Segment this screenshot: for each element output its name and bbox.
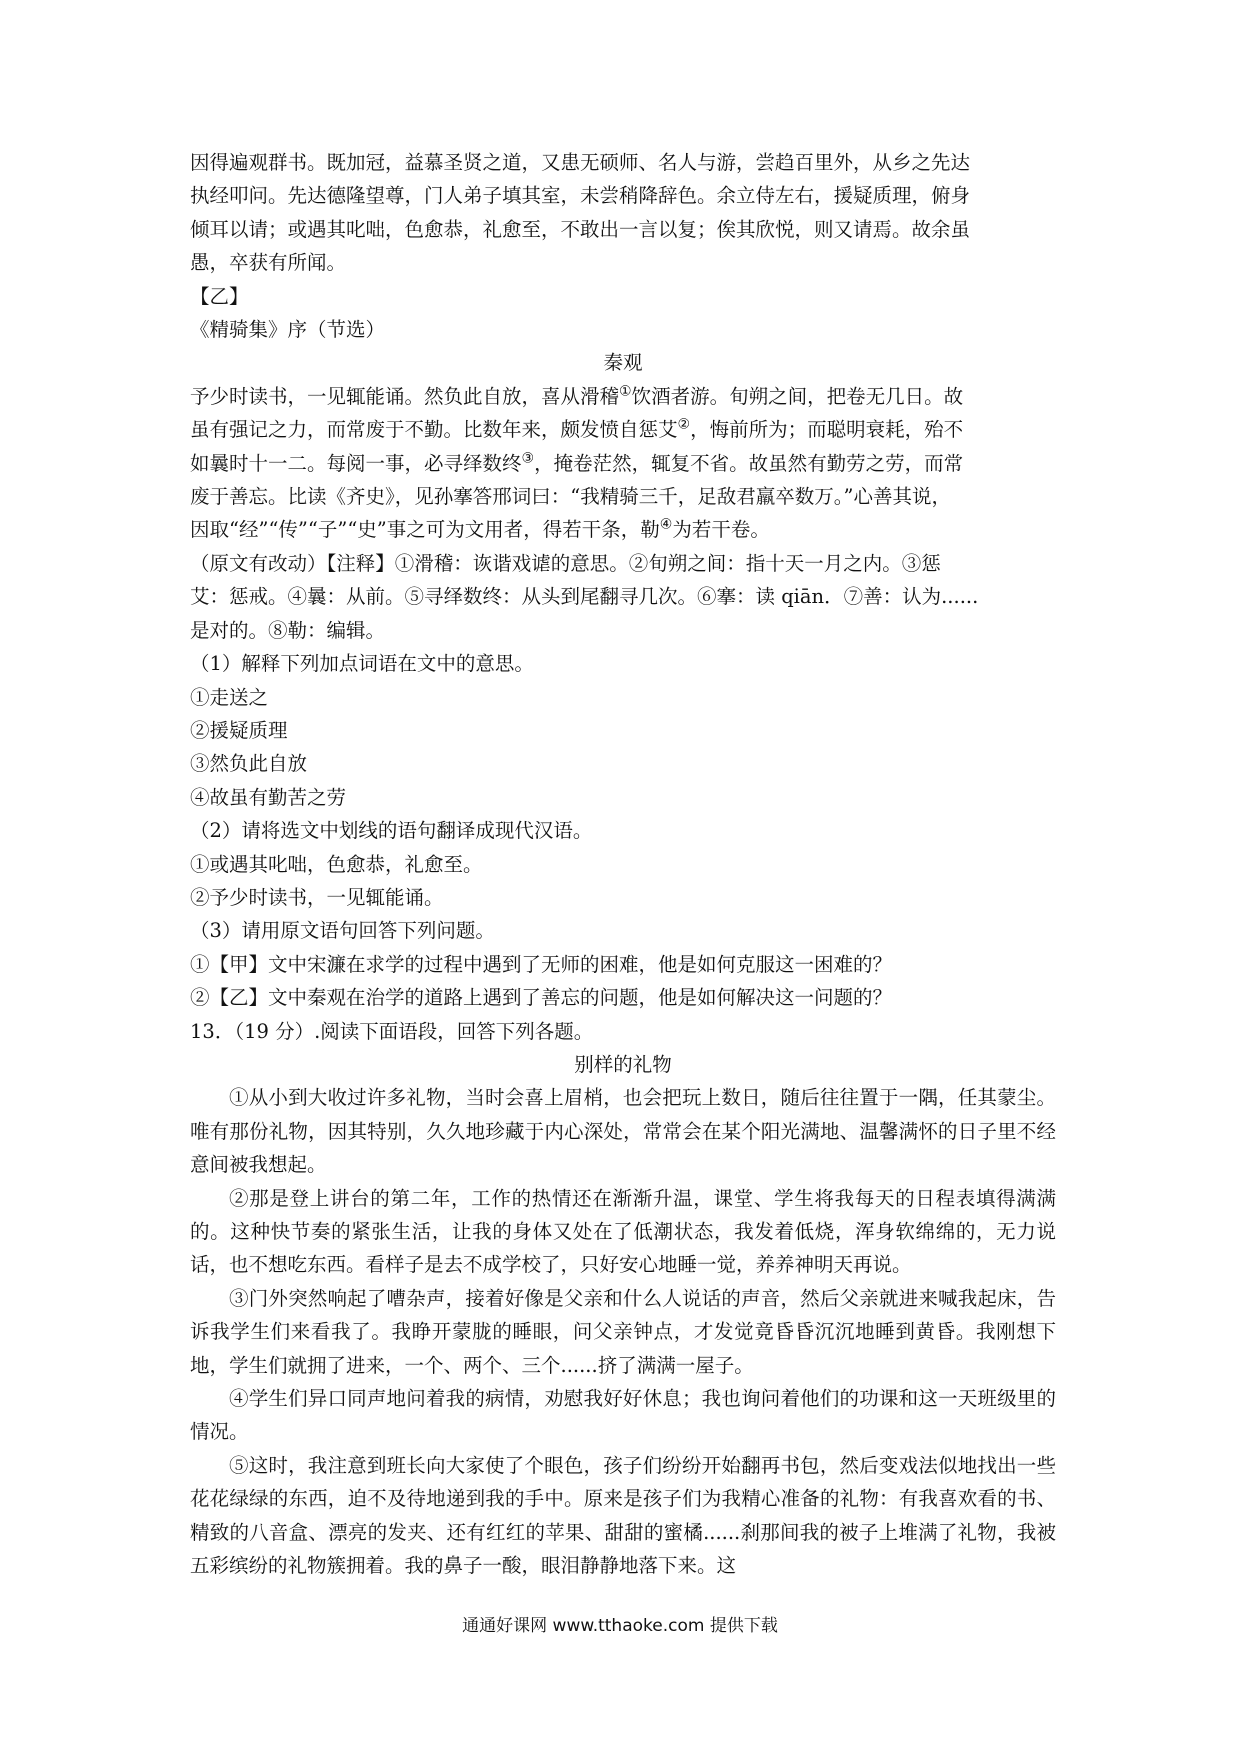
- note-line: 是对的。⑧勒：编辑。: [190, 618, 386, 642]
- text-line: 虽有强记之力，而常废于不勤。比数年来，颇发愤自惩艾②，悔前所为；而聪明衰耗，殆不: [190, 416, 964, 442]
- footnote-marker: ①: [619, 383, 632, 400]
- question-line: ①或遇其叱咄，色愈恭，礼愈至。: [190, 852, 483, 876]
- essay-paragraph: ④学生们异口同声地问着我的病情，劝慰我好好休息；我也询问着他们的功课和这一天班级里的情况。: [190, 1387, 1056, 1444]
- text-line: 倾耳以请；或遇其叱咄，色愈恭，礼愈至，不敢出一言以复；俟其欣悦，则又请焉。故余虽: [190, 217, 971, 241]
- text-line: 因取“经”“传”“子”“史”事之可为文用者，得若干条，勒④为若干卷。: [190, 516, 770, 542]
- text-line: 予少时读书，一见辄能诵。然负此自放，喜从滑稽①饮酒者游。旬朔之间，把卷无几日。故: [190, 383, 964, 408]
- question-line: ②援疑质理: [190, 718, 288, 742]
- question-line: ③然负此自放: [190, 752, 308, 776]
- essay-paragraph: ③门外突然响起了嘈杂声，接着好像是父亲和什么人说话的声音，然后父亲就进来喊我起床，告诉我学生们来看我了。我睁开蒙胧的睡眼，问父亲钟点，才发觉竟昏昏沉沉地睡到黄昏。我刚想下地，学生们就拥了进来，一个、两个、三个......挤了满满一屋子。: [190, 1286, 1056, 1377]
- question-line: ①【甲】文中宋濂在求学的过程中遇到了无师的困难，他是如何克服这一困难的？: [190, 952, 893, 976]
- section-label-yi: 【乙】: [190, 284, 249, 308]
- footnote-marker: ②: [677, 416, 691, 433]
- question-line: ②【乙】文中秦观在治学的道路上遇到了善忘的问题，他是如何解决这一问题的？: [190, 986, 893, 1010]
- question-line: 13．（19 分）.阅读下面语段，回答下列各题。: [190, 1019, 594, 1043]
- essay-body: [190, 1081, 1056, 1582]
- document-content: [190, 146, 1056, 1582]
- annotations: [190, 547, 1056, 647]
- passage-jia-tail: [190, 146, 1056, 280]
- passage-title: 《精骑集》序（节选）: [190, 318, 386, 342]
- question-line: ①走送之: [190, 685, 269, 709]
- question-line: （3）请用原文语句回答下列问题。: [190, 919, 495, 943]
- text-line: 废于善忘。比读《齐史》，见孙搴答邢词曰：“我精骑三千，足敌君羸卒数万。”心善其说，: [190, 485, 951, 509]
- footnote-marker: ④: [659, 516, 673, 533]
- passage-author: 秦观: [603, 351, 643, 375]
- page-footer: 通通好课网 www.tthaoke.com 提供下载: [462, 1616, 778, 1636]
- note-line: 艾：惩戒。④曩：从前。⑤寻绎数终：从头到尾翻寻几次。⑥搴：读 qiān．⑦善：认为......: [190, 585, 979, 609]
- question-line: （1）解释下列加点词语在文中的意思。: [190, 652, 534, 676]
- essay-paragraph: ②那是登上讲台的第二年，工作的热情还在渐渐升温，课堂、学生将我每天的日程表填得满满的。这种快节奏的紧张生活，让我的身体又处在了低潮状态，我发着低烧，浑身软绵绵的，无力说话，也不想吃东西。看样子是去不成学校了，只好安心地睡一觉，养养神明天再说。: [190, 1186, 1056, 1277]
- question-line: （2）请将选文中划线的语句翻译成现代汉语。: [190, 819, 593, 843]
- essay-title: 别样的礼物: [574, 1052, 672, 1076]
- text-line: 因得遍观群书。既加冠，益慕圣贤之道，又患无硕师、名人与游，尝趋百里外，从乡之先达: [190, 151, 971, 174]
- note-line: （原文有改动）【注释】①滑稽：诙谐戏谑的意思。②旬朔之间：指十天一月之内。③惩: [190, 551, 941, 575]
- question-list: [190, 647, 1056, 1048]
- text-line: 愚，卒获有所闻。: [190, 251, 347, 275]
- question-line: ④故虽有勤苦之劳: [190, 785, 347, 809]
- text-line: 如曩时十一二。每阅一事，必寻绎数终③，掩卷茫然，辄复不省。故虽然有勤劳之劳，而常: [190, 450, 964, 475]
- text-line: 执经叩问。先达德隆望尊，门人弟子填其室，未尝稍降辞色。余立侍左右，援疑质理，俯身: [190, 184, 971, 208]
- question-line: ②予少时读书，一见辄能诵。: [190, 885, 444, 909]
- footnote-marker: ③: [521, 450, 535, 467]
- essay-paragraph: ①从小到大收过许多礼物，当时会喜上眉梢，也会把玩上数日，随后往往置于一隅，任其蒙尘。唯有那份礼物，因其特别，久久地珍藏于内心深处，常常会在某个阳光满地、温馨满怀的日子里不经意间被我想起。: [190, 1086, 1056, 1177]
- passage-yi-body: [190, 380, 1056, 547]
- essay-paragraph: ⑤这时，我注意到班长向大家使了个眼色，孩子们纷纷开始翻再书包，然后变戏法似地找出一些花花绿绿的东西，迫不及待地递到我的手中。原来是孩子们为我精心准备的礼物：有我喜欢看的书、精致的八音盒、漂亮的发夹、还有红红的苹果、甜甜的蜜橘......刹那间我的被子上堆满了礼物，我被五彩缤纷的礼物簇拥着。我的鼻子一酸，眼泪静静地落下来。这: [190, 1453, 1056, 1578]
